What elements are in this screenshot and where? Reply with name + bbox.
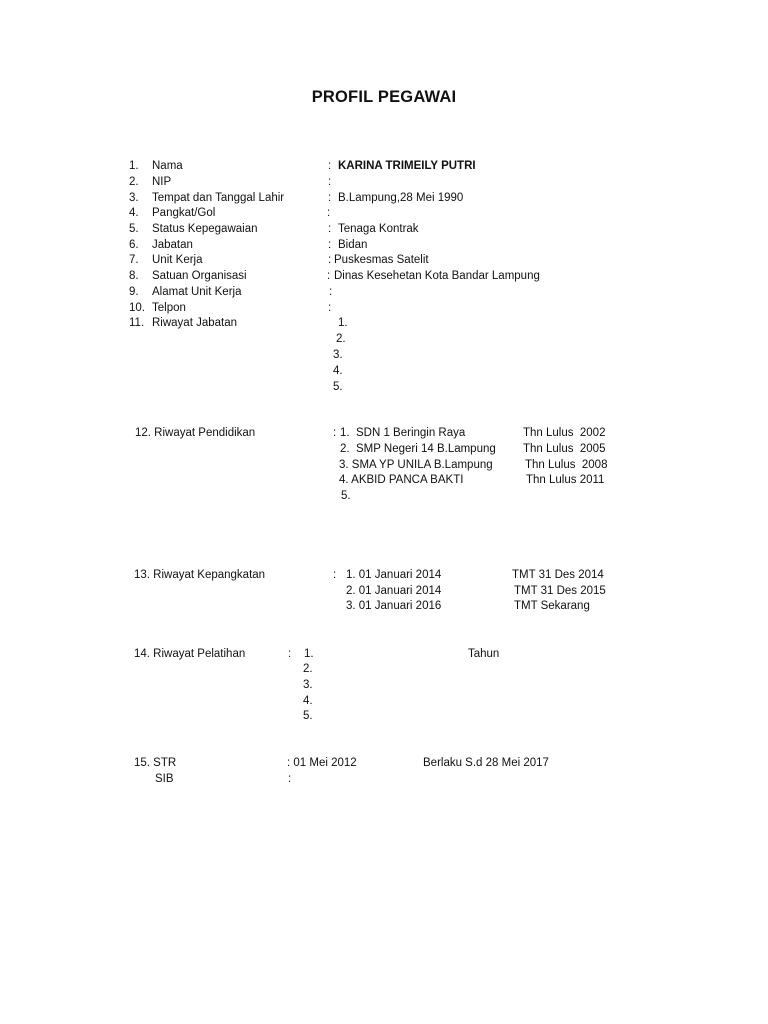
- field-num: 7.: [129, 254, 139, 266]
- field-sep: :: [329, 286, 333, 298]
- field-value: Puskesmas Satelit: [334, 254, 429, 266]
- section-sep: :: [333, 427, 337, 439]
- pendidikan-item: 4. AKBID PANCA BAKTI: [339, 474, 464, 486]
- section-sep: :: [288, 648, 292, 660]
- str-label: 15. STR: [134, 757, 177, 769]
- pendidikan-year: Thn Lulus 2011: [526, 474, 605, 486]
- field-num: 2.: [129, 176, 139, 188]
- jabatan-item: 5.: [333, 381, 343, 393]
- field-sep: :: [328, 302, 332, 314]
- sib-value: :: [288, 773, 292, 785]
- field-sep: :: [328, 160, 332, 172]
- pendidikan-year: Thn Lulus 2005: [523, 443, 606, 455]
- field-num: 3.: [129, 192, 139, 204]
- kepangkatan-item: 2. 01 Januari 2014: [346, 585, 442, 597]
- pelatihan-item: 3.: [303, 679, 313, 691]
- field-value: Bidan: [338, 239, 368, 251]
- field-label: Telpon: [152, 302, 186, 314]
- kepangkatan-tmt: TMT Sekarang: [514, 600, 590, 612]
- field-num: 5.: [129, 223, 139, 235]
- field-label: Status Kepegawaian: [152, 223, 258, 235]
- pendidikan-item: 3. SMA YP UNILA B.Lampung: [339, 459, 493, 471]
- kepangkatan-item: 3. 01 Januari 2016: [346, 600, 442, 612]
- jabatan-item: 4.: [333, 365, 343, 377]
- field-sep: :: [328, 176, 332, 188]
- jabatan-item: 3.: [333, 349, 343, 361]
- field-sep: :: [328, 254, 332, 266]
- section-label-pelatihan: 14. Riwayat Pelatihan: [134, 648, 246, 660]
- field-num: 11.: [129, 317, 145, 329]
- field-sep: :: [328, 192, 332, 204]
- field-num: 9.: [129, 286, 139, 298]
- field-label: Jabatan: [152, 239, 193, 251]
- field-label: NIP: [152, 176, 172, 188]
- pelatihan-item: 1.: [304, 648, 314, 660]
- pendidikan-item: 1. SDN 1 Beringin Raya: [340, 427, 466, 439]
- field-label: Riwayat Jabatan: [152, 317, 238, 329]
- field-num: 4.: [129, 207, 139, 219]
- field-value: Tenaga Kontrak: [338, 223, 419, 235]
- section-label-kepangkatan: 13. Riwayat Kepangkatan: [134, 569, 266, 581]
- field-num: 10.: [129, 302, 145, 314]
- field-sep: :: [327, 270, 331, 282]
- field-num: 8.: [129, 270, 139, 282]
- field-label: Nama: [152, 160, 183, 172]
- kepangkatan-tmt: TMT 31 Des 2014: [512, 569, 604, 581]
- str-berlaku: Berlaku S.d 28 Mei 2017: [423, 757, 549, 769]
- pendidikan-year: Thn Lulus 2008: [525, 459, 608, 471]
- field-num: 1.: [129, 160, 139, 172]
- section-label-pendidikan: 12. Riwayat Pendidikan: [135, 427, 256, 439]
- page-title: PROFIL PEGAWAI: [311, 88, 457, 106]
- pendidikan-item: 2. SMP Negeri 14 B.Lampung: [340, 443, 496, 455]
- field-sep: :: [328, 223, 332, 235]
- pelatihan-item: 2.: [303, 663, 313, 675]
- str-value: : 01 Mei 2012: [287, 757, 357, 769]
- field-label: Tempat dan Tanggal Lahir: [152, 192, 285, 204]
- pendidikan-item: 5.: [341, 490, 351, 502]
- field-value: Dinas Kesehetan Kota Bandar Lampung: [334, 270, 540, 282]
- field-sep: :: [328, 239, 332, 251]
- field-label: Alamat Unit Kerja: [152, 286, 242, 298]
- jabatan-item: 2.: [336, 333, 346, 345]
- field-value-nama: KARINA TRIMEILY PUTRI: [338, 160, 476, 172]
- kepangkatan-tmt: TMT 31 Des 2015: [514, 585, 606, 597]
- field-label: Satuan Organisasi: [152, 270, 247, 282]
- kepangkatan-item: 1. 01 Januari 2014: [346, 569, 442, 581]
- pelatihan-item: 5.: [303, 710, 313, 722]
- field-sep: :: [327, 207, 331, 219]
- pelatihan-tahun-header: Tahun: [468, 648, 500, 660]
- pendidikan-year: Thn Lulus 2002: [523, 427, 606, 439]
- jabatan-item: 1.: [338, 317, 348, 329]
- section-sep: :: [333, 569, 337, 581]
- sib-label: SIB: [155, 773, 174, 785]
- field-label: Pangkat/Gol: [152, 207, 216, 219]
- pelatihan-item: 4.: [303, 695, 313, 707]
- field-num: 6.: [129, 239, 139, 251]
- field-value: B.Lampung,28 Mei 1990: [338, 192, 464, 204]
- field-label: Unit Kerja: [152, 254, 203, 266]
